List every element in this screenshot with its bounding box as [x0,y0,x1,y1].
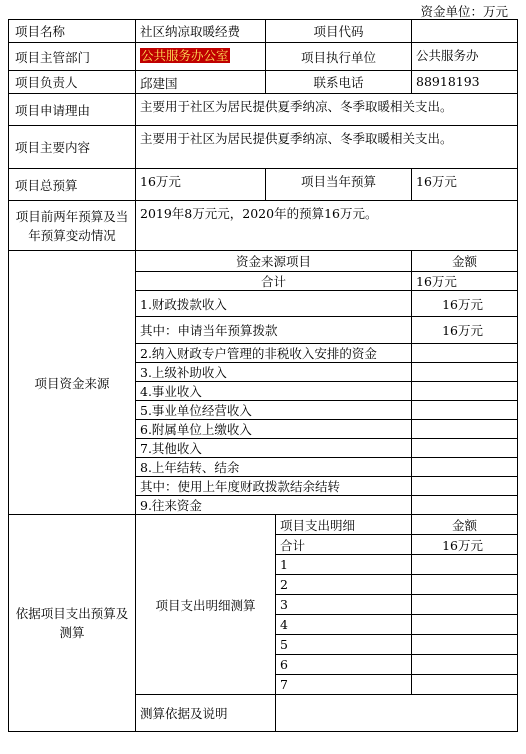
funding-row-amount [412,477,518,496]
expense-header-amount: 金额 [412,515,518,535]
funding-row-item: 9.往来资金 [136,496,412,515]
label-expense: 依据项目支出预算及测算 [9,515,136,732]
funding-row-amount [412,382,518,401]
funding-row-item: 合计 [136,272,412,291]
expense-row-item: 6 [276,655,412,675]
expense-row-item: 5 [276,635,412,655]
label-owner: 项目负责人 [9,71,136,94]
expense-row-amount [412,595,518,615]
expense-row-amount [412,575,518,595]
funding-header-item: 资金来源项目 [136,251,412,272]
label-exec-unit: 项目执行单位 [266,43,412,71]
funding-row-item: 6.附属单位上缴收入 [136,420,412,439]
funding-row-amount [412,401,518,420]
unit-label: 资金单位：万元 [420,4,508,19]
expense-row-amount [412,555,518,575]
expense-row-item: 7 [276,675,412,695]
label-basis: 测算依据及说明 [136,695,276,732]
expense-row-item: 4 [276,615,412,635]
funding-row-amount [412,496,518,515]
label-history: 项目前两年预算及当年预算变动情况 [9,201,136,251]
value-project-code [412,20,518,43]
funding-row-item: 1.财政拨款收入 [136,291,412,317]
expense-row-item: 3 [276,595,412,615]
funding-row-amount [412,420,518,439]
value-year-budget: 16万元 [412,169,518,201]
funding-row-item: 4.事业收入 [136,382,412,401]
value-phone: 88918193 [412,71,518,94]
value-owner: 邱建国 [136,71,266,94]
value-history: 2019年8万元元，2020年的预算16万元。 [136,201,518,251]
value-exec-unit: 公共服务办 [412,43,518,71]
label-expense-detail: 项目支出明细测算 [136,515,276,695]
label-project-code: 项目代码 [266,20,412,43]
value-basis [276,695,518,732]
label-total-budget: 项目总预算 [9,169,136,201]
label-content: 项目主要内容 [9,126,136,169]
funding-row-amount [412,439,518,458]
funding-row-item: 其中：使用上年度财政拨款结余结转 [136,477,412,496]
funding-header-amount: 金额 [412,251,518,272]
funding-row-amount: 16万元 [412,317,518,344]
expense-row-amount: 16万元 [412,535,518,555]
expense-row-item: 合计 [276,535,412,555]
label-phone: 联系电话 [266,71,412,94]
funding-row-item: 其中：申请当年预算拨款 [136,317,412,344]
expense-row-amount [412,615,518,635]
funding-row-amount [412,344,518,363]
value-total-budget: 16万元 [136,169,266,201]
expense-row-amount [412,655,518,675]
label-reason: 项目申请理由 [9,94,136,126]
value-reason: 主要用于社区为居民提供夏季纳凉、冬季取暖相关支出。 [136,94,518,126]
expense-row-item: 1 [276,555,412,575]
funding-row-item: 7.其他收入 [136,439,412,458]
funding-row-amount: 16万元 [412,272,518,291]
label-funding: 项目资金来源 [9,251,136,515]
funding-row-amount [412,458,518,477]
label-dept: 项目主管部门 [9,43,136,71]
project-budget-table [8,19,518,732]
label-year-budget: 项目当年预算 [266,169,412,201]
funding-row-amount [412,363,518,382]
expense-row-item: 2 [276,575,412,595]
expense-row-amount [412,675,518,695]
expense-row-amount [412,635,518,655]
value-dept: 公共服务办公室 [141,48,229,63]
funding-row-item: 8.上年结转、结余 [136,458,412,477]
value-content: 主要用于社区为居民提供夏季纳凉、冬季取暖相关支出。 [136,126,518,169]
funding-row-item: 5.事业单位经营收入 [136,401,412,420]
funding-row-amount: 16万元 [412,291,518,317]
expense-header-item: 项目支出明细 [276,515,412,535]
label-project-name: 项目名称 [9,20,136,43]
value-dept-cell [136,43,266,71]
funding-row-item: 2.纳入财政专户管理的非税收入安排的资金 [136,344,412,363]
funding-row-item: 3.上级补助收入 [136,363,412,382]
value-project-name: 社区纳凉取暖经费 [136,20,266,43]
